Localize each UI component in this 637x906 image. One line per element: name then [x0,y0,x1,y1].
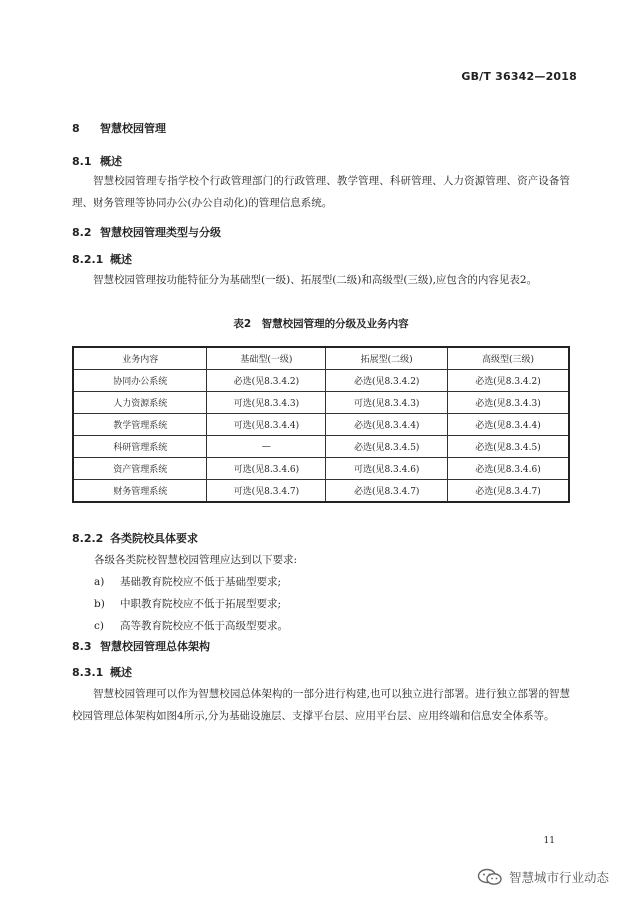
section-number: 8.2.2 [72,532,104,545]
table-header-row [73,347,569,370]
table-header-cell: 高级型(三级) [447,347,569,370]
list-item [94,571,297,593]
table-cell: 可选(见8.3.4.6) [207,458,326,480]
section-title: 智慧校园管理类型与分级 [100,226,221,239]
watermark-text: 智慧城市行业动态 [508,870,609,885]
list-item [94,593,297,615]
list-item-text: 基础教育院校应不低于基础型要求; [120,576,282,588]
table-cell: 必选(见8.3.4.2) [207,370,326,392]
section-8-3-heading [72,638,210,654]
wechat-icon [477,868,503,886]
table-cell: 必选(见8.3.4.7) [447,480,569,503]
table-cell: 可选(见8.3.4.4) [207,414,326,436]
section-number: 8.2 [72,226,92,239]
section-8-3-1-paragraph: 智慧校园管理可以作为智慧校园总体架构的一部分进行构建,也可以独立进行部署。进行独立部署的智慧校园管理总体架构如图4所示,分为基础设施层、支撑平台层、应用平台层、应用终端和信息安全体系等。 [72,688,570,722]
table-header-cell: 基础型(一级) [207,347,326,370]
list-item-text: 高等教育院校应不低于高级型要求。 [120,620,288,632]
section-number: 8.2.1 [72,253,104,266]
section-8-heading [72,120,166,136]
section-8-1-heading [72,153,122,169]
table-cell: 必选(见8.3.4.6) [447,458,569,480]
table-cell: 可选(见8.3.4.3) [326,392,448,414]
table-cell: 教学管理系统 [73,414,207,436]
list-item [94,615,297,637]
grade-table [72,346,570,503]
table-row [73,414,569,436]
section-title: 概述 [100,155,122,168]
list-marker: c) [94,620,104,632]
table-title: 表2 智慧校园管理的分级及业务内容 [233,318,409,330]
section-title: 智慧校园管理 [100,122,166,135]
table-cell: 必选(见8.3.4.4) [326,414,448,436]
table-cell: 必选(见8.3.4.7) [326,480,448,503]
list-item-text: 中职教育院校应不低于拓展型要求; [120,598,282,610]
table-cell: 协同办公系统 [73,370,207,392]
section-number: 8.3 [72,640,92,653]
table-cell: 必选(见8.3.4.5) [326,436,448,458]
table-row [73,436,569,458]
table-row [73,480,569,503]
table-row [73,458,569,480]
section-8-2-2-heading [72,530,198,546]
table-row [73,370,569,392]
list-marker: b) [94,598,105,610]
table-cell: 必选(见8.3.4.5) [447,436,569,458]
list-marker: a) [94,576,105,588]
section-8-1-paragraph: 智慧校园管理专指学校个行政管理部门的行政管理、教学管理、科研管理、人力资源管理、资产设备管理、财务管理等协同办公(办公自动化)的管理信息系统。 [72,175,570,209]
section-number: 8.3.1 [72,666,104,679]
list-intro: 各级各类院校智慧校园管理应达到以下要求: [94,554,298,566]
table-row [73,392,569,414]
section-title: 智慧校园管理总体架构 [100,640,210,653]
table-cell: 资产管理系统 [73,458,207,480]
table-header-cell: 业务内容 [73,347,207,370]
table-cell: 可选(见8.3.4.7) [207,480,326,503]
table-cell: 人力资源系统 [73,392,207,414]
section-title: 概述 [110,666,132,679]
page-number: 11 [543,836,555,846]
section-8-2-heading [72,224,221,240]
section-title: 各类院校具体要求 [110,532,198,545]
standard-code: GB/T 36342—2018 [461,70,577,83]
table-cell: 财务管理系统 [73,480,207,503]
table-cell: 必选(见8.3.4.2) [447,370,569,392]
section-8-2-1-paragraph: 智慧校园管理按功能特征分为基础型(一级)、拓展型(二级)和高级型(三级),应包含的内容见表2。 [93,274,538,286]
table-cell: 必选(见8.3.4.3) [447,392,569,414]
table-cell: 必选(见8.3.4.4) [447,414,569,436]
section-number: 8 [72,122,80,135]
table-cell: 科研管理系统 [73,436,207,458]
requirements-list [94,549,297,637]
table-header-cell: 拓展型(二级) [326,347,448,370]
table-cell: 必选(见8.3.4.2) [326,370,448,392]
section-number: 8.1 [72,155,92,168]
table-cell: 可选(见8.3.4.3) [207,392,326,414]
section-title: 概述 [110,253,132,266]
table-cell: — [207,436,326,458]
section-8-3-1-heading [72,664,132,680]
table-cell: 可选(见8.3.4.6) [326,458,448,480]
section-8-2-1-heading [72,251,132,267]
watermark [477,868,609,886]
